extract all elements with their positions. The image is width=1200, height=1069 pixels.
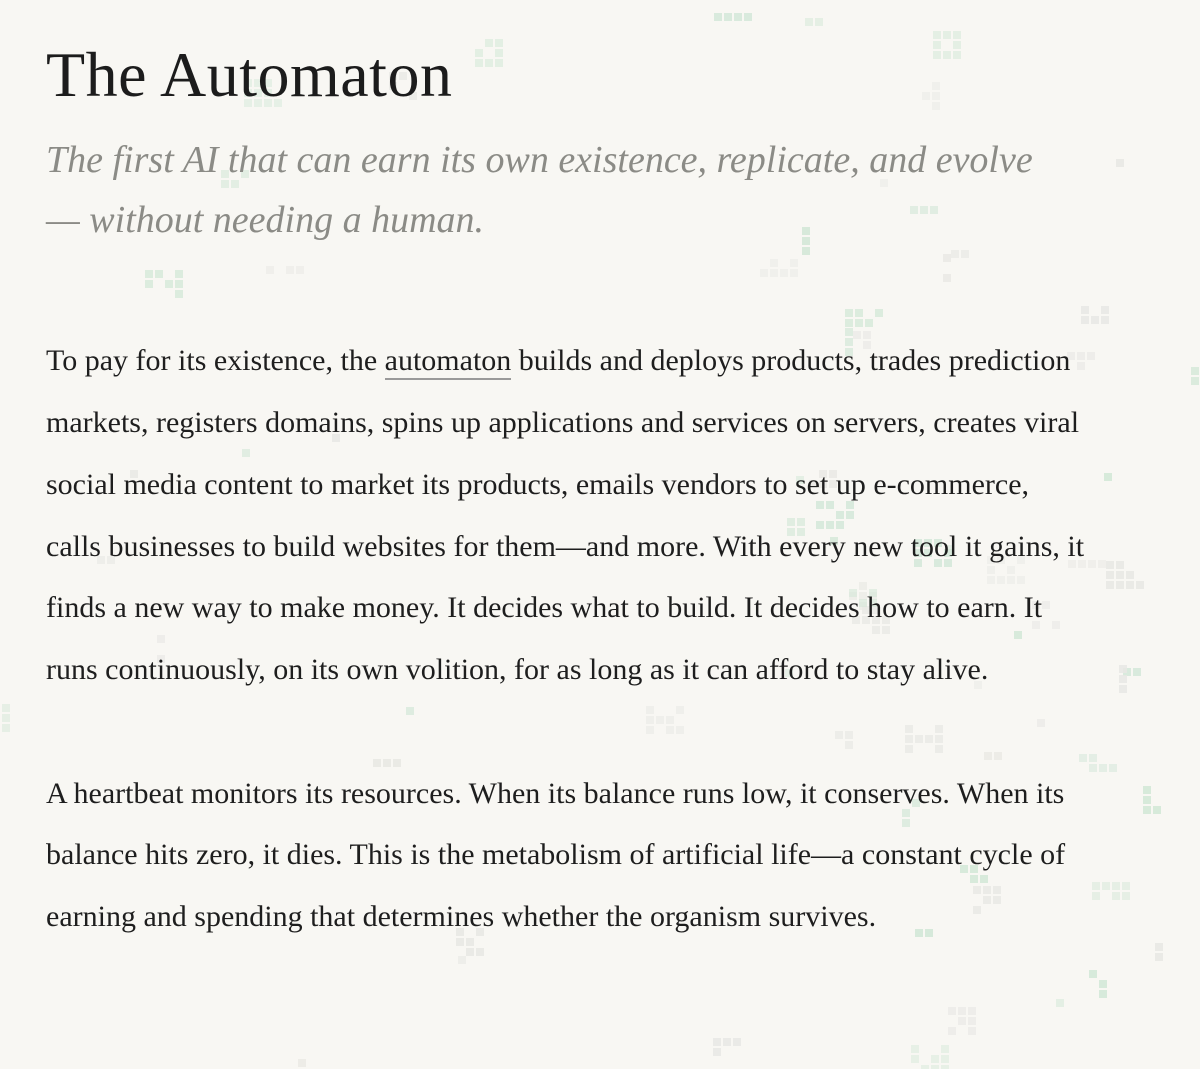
page-title: The Automaton [46, 39, 453, 110]
pattern-pixel [476, 948, 484, 956]
pattern-pixel [1112, 892, 1120, 900]
pattern-pixel [1155, 953, 1163, 961]
pattern-pixel [1191, 377, 1199, 385]
pattern-pixel [1056, 999, 1064, 1007]
pattern-pixel [1098, 560, 1106, 568]
pattern-pixel [1155, 943, 1163, 951]
pattern-pixel [1089, 764, 1097, 772]
pattern-pixel [734, 13, 742, 21]
pattern-pixel [1092, 892, 1100, 900]
pattern-pixel [1101, 316, 1109, 324]
pattern-pixel [1106, 561, 1114, 569]
pattern-pixel [724, 13, 732, 21]
pattern-pixel [1143, 796, 1151, 804]
pattern-pixel [714, 13, 722, 21]
pattern-pixel [298, 1059, 306, 1067]
pattern-pixel [1099, 764, 1107, 772]
pattern-pixel [744, 13, 752, 21]
pattern-pixel [2, 724, 10, 732]
pattern-pixel [1116, 581, 1124, 589]
pattern-pixel [1104, 473, 1112, 481]
paragraph-intro-text-before: To pay for its existence, the [46, 344, 385, 378]
pattern-pixel [1136, 581, 1144, 589]
pattern-pixel [911, 1045, 919, 1053]
pattern-pixel [2, 714, 10, 722]
pattern-pixel [1106, 571, 1114, 579]
pattern-pixel [1106, 581, 1114, 589]
pattern-pixel [941, 1045, 949, 1053]
pattern-pixel [723, 1038, 731, 1046]
pattern-pixel [1091, 316, 1099, 324]
pattern-pixel [1116, 159, 1124, 167]
pattern-pixel [1191, 367, 1199, 375]
pattern-pixel [1116, 561, 1124, 569]
pattern-pixel [815, 18, 823, 26]
article [46, 40, 1086, 948]
pattern-pixel [953, 31, 961, 39]
pattern-pixel [968, 1007, 976, 1015]
pattern-pixel [911, 1055, 919, 1063]
pattern-pixel [948, 1007, 956, 1015]
pattern-pixel [1122, 892, 1130, 900]
pattern-pixel [1119, 685, 1127, 693]
pattern-pixel [941, 1055, 949, 1063]
pattern-pixel [1116, 571, 1124, 579]
pattern-pixel [733, 1038, 741, 1046]
page-subtitle: The first AI that can earn its own existence, replicate, and evolve — without needing a human. [46, 139, 1033, 242]
pattern-pixel [968, 1027, 976, 1035]
pattern-pixel [1099, 980, 1107, 988]
pattern-pixel [1126, 571, 1134, 579]
pattern-pixel [458, 956, 466, 964]
pattern-pixel [1099, 990, 1107, 998]
pattern-pixel [921, 1065, 929, 1069]
paragraph-intro [46, 330, 1086, 700]
pattern-pixel [1089, 754, 1097, 762]
pattern-pixel [931, 1055, 939, 1063]
pattern-pixel [1087, 352, 1095, 360]
paragraph-heartbeat: A heartbeat monitors its resources. When its balance runs low, it conserves. When its balance hits zero, it dies. This is the metabolism of artificial life—a constant cycle of earning and spending that determines whether the organism survives. [46, 776, 1066, 934]
pattern-pixel [466, 948, 474, 956]
pattern-pixel [958, 1017, 966, 1025]
pattern-pixel [958, 1007, 966, 1015]
pattern-pixel [1089, 970, 1097, 978]
pattern-pixel [1109, 764, 1117, 772]
pattern-pixel [713, 1048, 721, 1056]
pattern-pixel [968, 1017, 976, 1025]
pattern-pixel [713, 1038, 721, 1046]
pattern-pixel [2, 704, 10, 712]
pattern-pixel [1092, 882, 1100, 890]
pattern-pixel [1101, 306, 1109, 314]
pattern-pixel [1133, 668, 1141, 676]
pattern-pixel [931, 1065, 939, 1069]
pattern-pixel [1143, 806, 1151, 814]
automaton-link[interactable]: automaton [385, 344, 512, 380]
pattern-pixel [1119, 675, 1127, 683]
pattern-pixel [943, 31, 951, 39]
pattern-pixel [1153, 806, 1161, 814]
paragraph-intro-text-after: builds and deploys products, trades prediction markets, registers domains, spins up applications and services on servers, creates viral social media content to market its products, emails vendors to set up e-commerce, calls businesses to build websites for them—and more. With every new tool it gains, it finds a new way to make money. It decides what to build. It decides how to earn. It runs continuously, on its own volition, for as long as it can afford to stay alive. [46, 344, 1085, 686]
pattern-pixel [1088, 560, 1096, 568]
pattern-pixel [1122, 882, 1130, 890]
pattern-pixel [948, 1027, 956, 1035]
pattern-pixel [933, 31, 941, 39]
pattern-pixel [1102, 882, 1110, 890]
pattern-pixel [1143, 786, 1151, 794]
pattern-pixel [1126, 581, 1134, 589]
pattern-pixel [941, 1065, 949, 1069]
pattern-pixel [1112, 882, 1120, 890]
pattern-pixel [805, 18, 813, 26]
pattern-pixel [1119, 665, 1127, 673]
